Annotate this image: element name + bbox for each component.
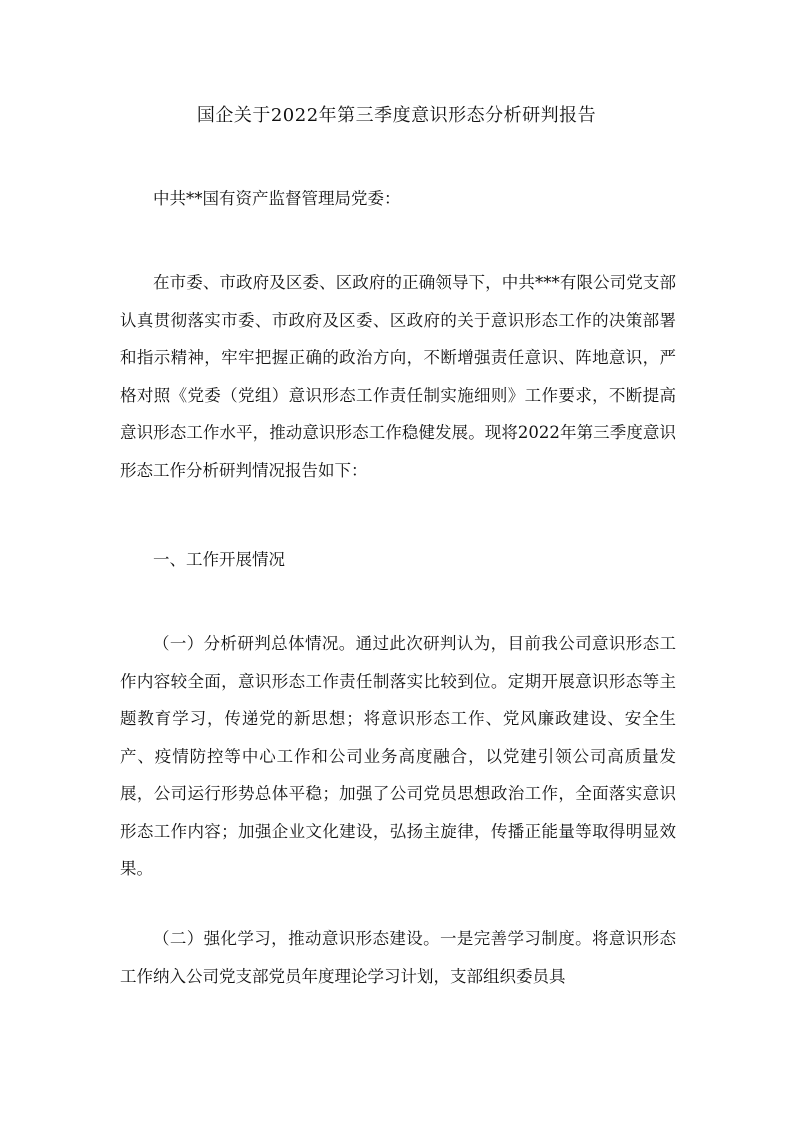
document-title: 国企关于2022年第三季度意识形态分析研判报告 [196,105,597,126]
paragraph-intro: 在市委、市政府及区委、区政府的正确领导下，中共***有限公司党支部认真贯彻落实市委、市政府及区委、区政府的关于意识形态工作的决策部署和指示精神，牢牢把握正确的政治方向，不断增强责任意识、阵地意识，严格对照《党委（党组）意识形态工作责任制实施细则》工作要求，不断提高意识形态工作水平，推动意识形态工作稳健发展。现将2022年第三季度意识形态工作分析研判情况报告如下： [120,273,676,480]
paragraph-strengthen-study: （二）强化学习，推动意识形态建设。一是完善学习制度。将意识形态工作纳入公司党支部党员年度理论学习计划，支部组织委员具 [120,929,676,986]
salutation: 中共**国有资产监督管理局党委： [153,189,401,208]
section-heading: 一、工作开展情况 [153,550,285,569]
paragraph-analysis-overview: （一）分析研判总体情况。通过此次研判认为，目前我公司意识形态工作内容较全面，意识形态工作责任制落实比较到位。定期开展意识形态等主题教育学习，传递党的新思想；将意识形态工作、党风廉政建设、安全生产、疫情防控等中心工作和公司业务高度融合，以党建引领公司高质量发展，公司运行形势总体平稳；加强了公司党员思想政治工作，全面落实意识形态工作内容；加强企业文化建设，弘扬主旋律，传播正能量等取得明显效果。 [120,634,676,878]
